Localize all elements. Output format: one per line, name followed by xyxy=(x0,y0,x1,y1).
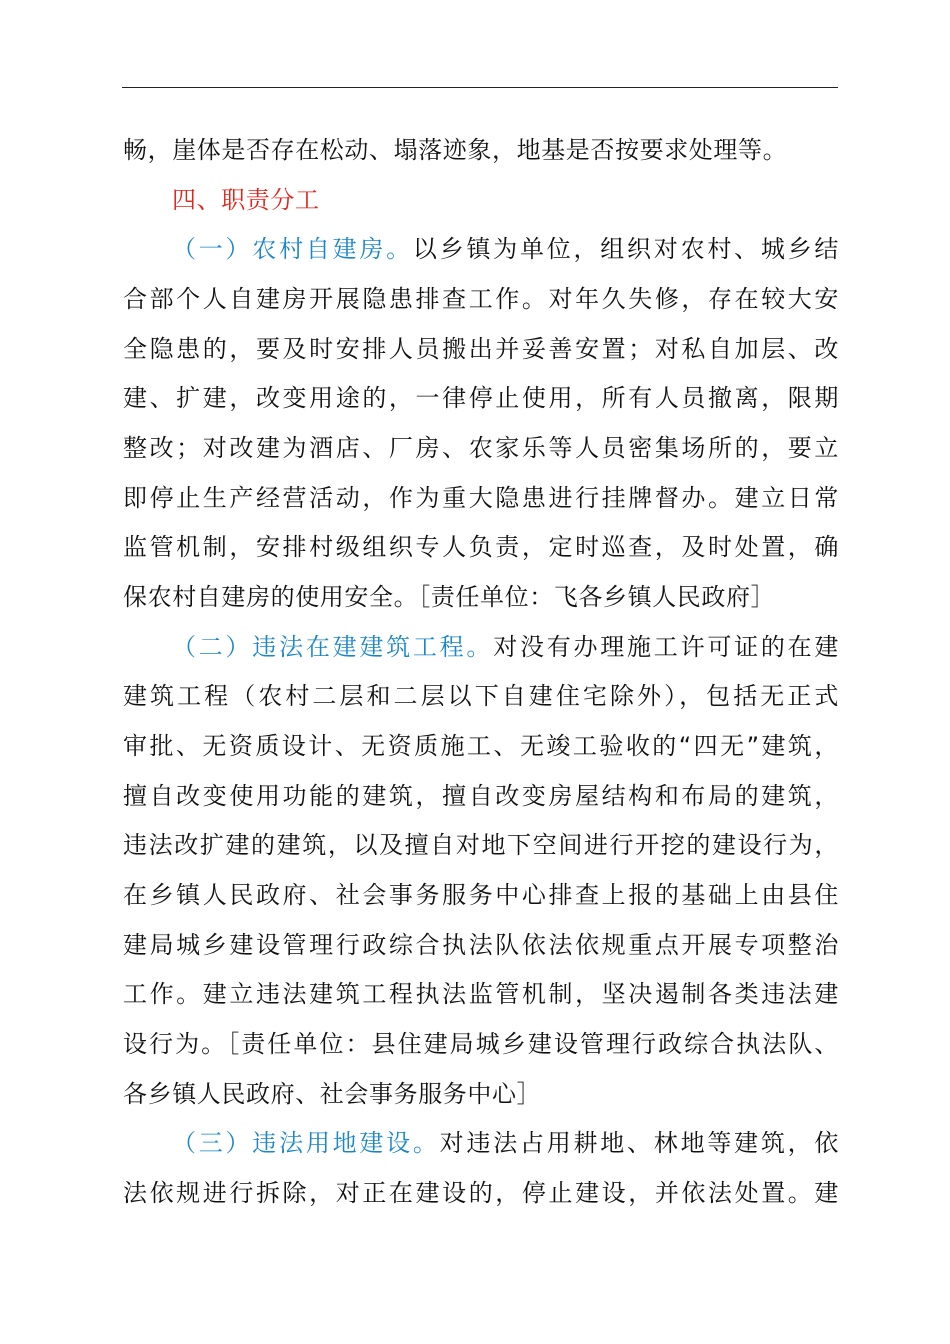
body-text: 以乡镇为单位，组织对农村、城乡结 xyxy=(412,235,839,263)
body-text: 工作。建立违法建筑工程执法监管机制，坚决遏制各类违法建 xyxy=(123,980,839,1008)
body-line xyxy=(123,577,839,617)
body-line xyxy=(123,428,839,468)
body-text: 违法改扩建的建筑，以及擅自对地下空间进行开挖的建设行为， xyxy=(123,831,839,859)
subheading-illegal-land-use: （三）违法用地建设。 xyxy=(172,1129,440,1157)
body-line xyxy=(123,1074,839,1114)
body-text: 审批、无资质设计、无资质施工、无竣工验收的“四无”建筑， xyxy=(123,732,839,760)
body-text: 即停止生产经营活动，作为重大隐患进行挂牌督办。建立日常 xyxy=(123,484,839,512)
body-text: 监管机制，安排村级组织专人负责，定时巡查，及时处置，确 xyxy=(123,533,839,561)
body-text: 整改；对改建为酒店、厂房、农家乐等人员密集场所的，要立 xyxy=(123,434,839,462)
body-line xyxy=(123,974,839,1014)
body-text: 在乡镇人民政府、社会事务服务中心排查上报的基础上由县住 xyxy=(123,881,839,909)
paragraph-first-line xyxy=(172,1123,839,1163)
body-line xyxy=(123,130,839,170)
body-line xyxy=(123,279,839,319)
paragraph-first-line xyxy=(172,627,839,667)
body-text: 建局城乡建设管理行政综合执法队依法依规重点开展专项整治 xyxy=(123,931,839,959)
body-line xyxy=(123,676,839,716)
body-text: 建、扩建，改变用途的，一律停止使用，所有人员撤离，限期 xyxy=(123,384,839,412)
body-text: 对违法占用耕地、林地等建筑，依 xyxy=(439,1129,840,1157)
body-text: 畅，崖体是否存在松动、塌落迹象，地基是否按要求处理等。 xyxy=(123,136,788,164)
responsibility-note: 设行为。［责任单位：县住建局城乡建设管理行政综合执法队、 xyxy=(123,1030,839,1058)
responsibility-note: 各乡镇人民政府、社会事务服务中心］ xyxy=(123,1080,542,1108)
header-rule xyxy=(122,87,838,88)
subheading-illegal-construction: （二）违法在建建筑工程。 xyxy=(172,633,494,661)
body-line xyxy=(123,726,839,766)
body-line xyxy=(123,378,839,418)
subheading-rural-self-built: （一）农村自建房。 xyxy=(172,235,413,263)
body-line xyxy=(123,478,839,518)
body-text: 合部个人自建房开展隐患排查工作。对年久失修，存在较大安 xyxy=(123,285,839,313)
body-text: 对没有办理施工许可证的在建 xyxy=(493,633,839,661)
body-text: 法依规进行拆除，对正在建设的，停止建设，并依法处置。建 xyxy=(123,1179,839,1207)
body-line xyxy=(123,776,839,816)
body-text: 擅自改变使用功能的建筑，擅自改变房屋结构和布局的建筑， xyxy=(123,782,839,810)
body-line xyxy=(123,527,839,567)
body-line xyxy=(123,1173,839,1213)
paragraph-first-line xyxy=(172,229,839,269)
body-line xyxy=(123,925,839,965)
section-heading xyxy=(172,180,839,220)
section-heading-text: 四、职责分工 xyxy=(172,186,320,214)
responsibility-note: 保农村自建房的使用安全。［责任单位：飞各乡镇人民政府］ xyxy=(123,583,776,611)
body-text: 建筑工程（农村二层和二层以下自建住宅除外），包括无正式 xyxy=(123,682,839,710)
body-line xyxy=(123,825,839,865)
body-line xyxy=(123,875,839,915)
body-text: 全隐患的，要及时安排人员搬出并妥善安置；对私自加层、改 xyxy=(123,335,839,363)
body-line xyxy=(123,329,839,369)
body-line xyxy=(123,1024,839,1064)
